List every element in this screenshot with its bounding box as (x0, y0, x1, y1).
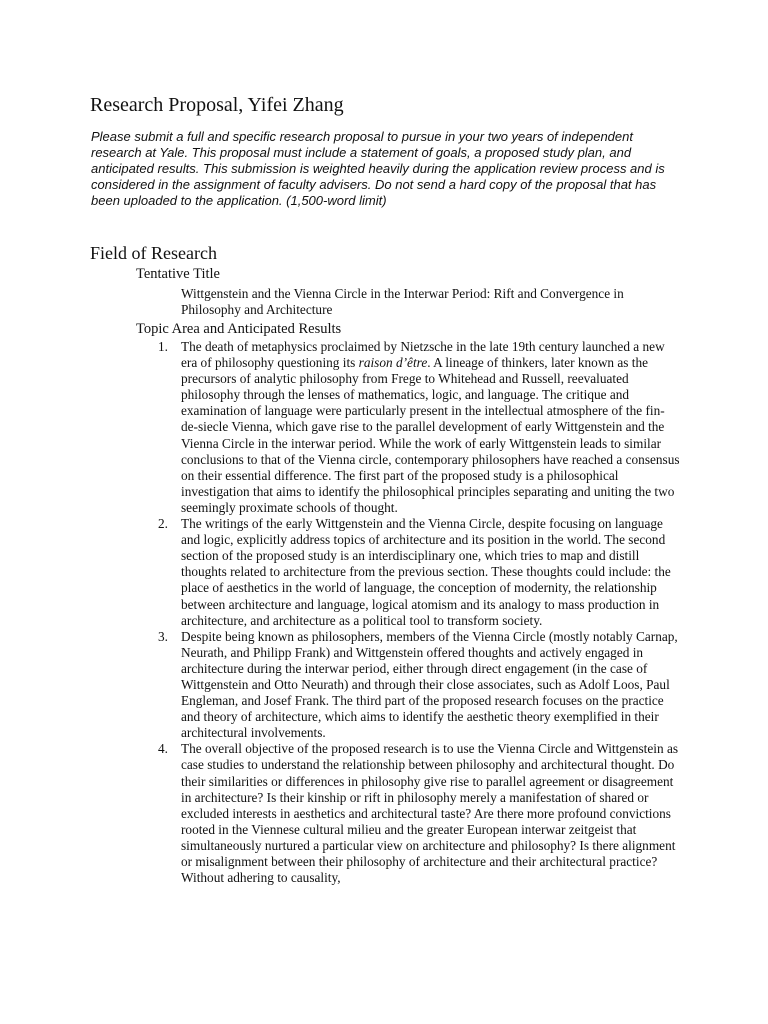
list-item-number: 3. (158, 628, 168, 644)
list-item (136, 629, 681, 742)
list-item-italic-text: raison d’être (358, 355, 428, 371)
list-item (136, 741, 681, 886)
list-item-text: The death of metaphysics proclaimed by Nietzsche in the late 19th century launched a new era of philosophy questioning its (181, 339, 665, 371)
tentative-title-text: Wittgenstein and the Vienna Circle in the Interwar Period: Rift and Convergence in Philosophy and Architecture (181, 286, 624, 317)
list-item-text: The writings of the early Wittgenstein and the Vienna Circle, despite focusing on language and logic, explicitly address topics of architecture and its position in the world. The second section of the proposed study is an interdisciplinary one, which tries to map and distill thoughts related to architecture from the previous section. These thoughts could include: the place of aesthetics in the world of language, the conception of modernity, the relationship between architecture and language, logical atomism and its analogy to mass production in architecture, and architecture as a political tool to transform society. (181, 516, 671, 628)
list-item (136, 516, 681, 629)
list-item-number: 1. (158, 339, 168, 354)
list-item-text: Despite being known as philosophers, members of the Vienna Circle (mostly notably Carnap, Neurath, and Philipp Frank) and Wittgenstein offered thoughts and actively engaged in architecture during the interwar period, either through direct engagement (in the case of Wittgenstein and Otto Neurath) and through their close associates, such as Adolf Loos, Paul Engleman, and Josef Frank. The third part of the proposed research focuses on the practice and theory of architecture, which aims to identify the aesthetic theory exemplified in their architectural involvements. (181, 628, 678, 741)
list-item (136, 339, 681, 516)
subheading-topic-area: Topic Area and Anticipated Results (136, 321, 342, 337)
list-item-text: The overall objective of the proposed research is to use the Vienna Circle and Wittgenstein as case studies to understand the relationship between philosophy and architectural thought. Do their similarities or differences in philosophy give rise to parallel agreement or disagreement in architecture? Is their kinship or rift in philosophy merely a manifestation of shared or excluded interests in aesthetics and architectural taste? Are there more profound convictions rooted in the Viennese cultural milieu and the greater European interwar zeitgeist that simultaneously nurtured a particular view on architecture and philosophy? Is there alignment or misalignment between their philosophy of architecture and their architectural practice? Without adhering to causality, (181, 741, 679, 886)
document-title: Research Proposal, Yifei Zhang (90, 94, 344, 116)
list-item-number: 4. (158, 741, 168, 757)
proposal-instructions: Please submit a full and specific research proposal to pursue in your two years of independent research at Yale. This proposal must include a statement of goals, a proposed study plan, and anticipated results. This submission is weighted heavily during the application review process and is considered in the assignment of faculty advisers. Do not send a hard copy of the proposal that has been uploaded to the application. (1,500-word limit) (91, 129, 665, 208)
list-item-number: 2. (158, 516, 168, 532)
anticipated-results-list (136, 339, 681, 886)
section-heading-field-of-research: Field of Research (90, 243, 217, 263)
subheading-tentative-title: Tentative Title (136, 266, 220, 282)
list-item-text: . A lineage of thinkers, later known as the precursors of analytic philosophy from Frege to Whitehead and Russell, reevaluated philosophy through the lenses of mathematics, logic, and language. The critique and examination of language were particularly present in the intellectual atmosphere of the fin-de-siecle Vienna, which gave rise to the parallel development of early Wittgenstein and the Vienna Circle in the interwar period. While the work of early Wittgenstein leads to similar conclusions to that of the Vienna circle, contemporary philosophers have reached a consensus on their essential difference. The first part of the proposed study is a philosophical investigation that aims to identify the philosophical principles separating and uniting the two seemingly proximate schools of thought. (181, 355, 680, 515)
